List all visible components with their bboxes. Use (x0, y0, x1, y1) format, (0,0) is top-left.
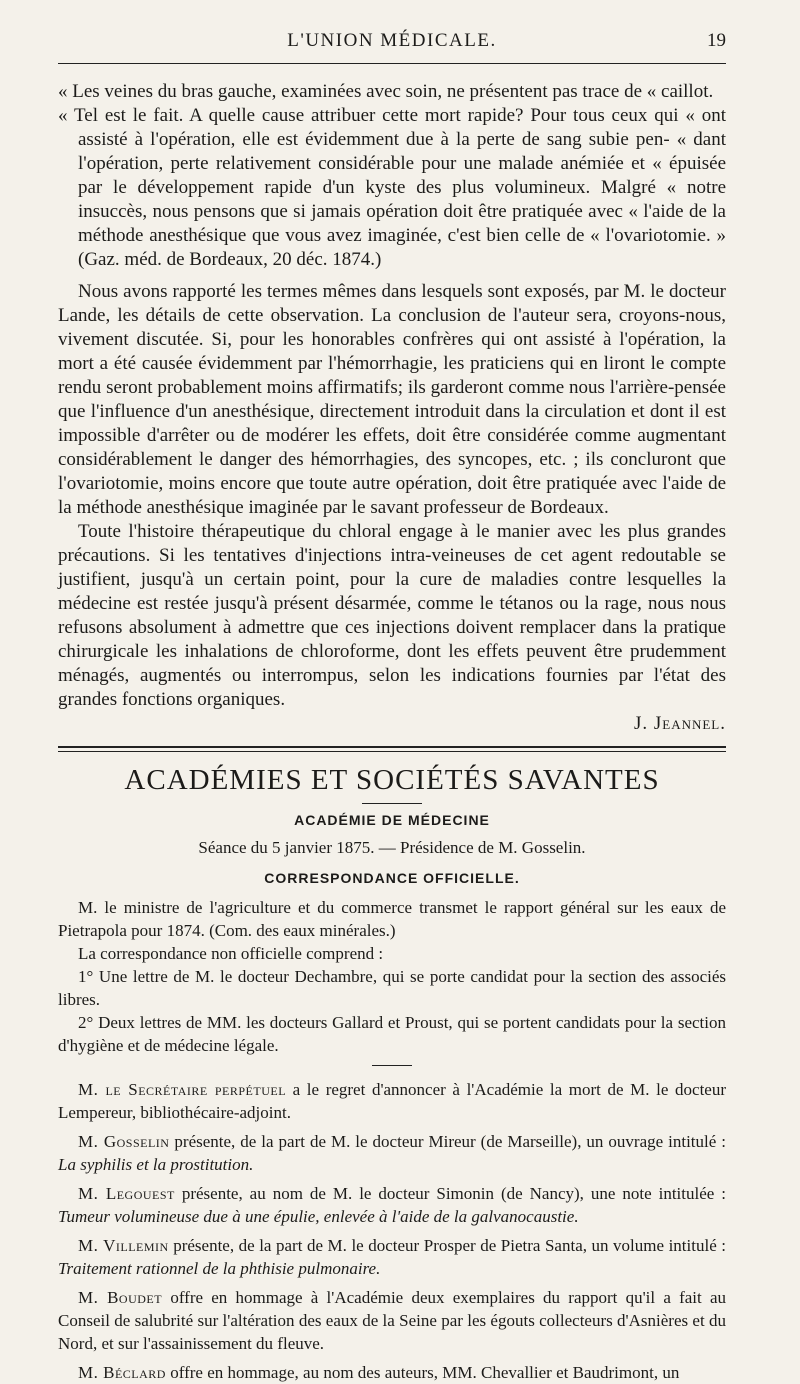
header-rule (58, 63, 726, 64)
body-paragraph-1: Nous avons rapporté les termes mêmes dans lesquels sont exposés, par M. le docteur Lande, les détails de cette observation. La conclusion de l'auteur sera, croyons-nous, vivement discutée. Si, pour les honorables confrères qui ont assisté à l'opération, la mort a été causée évidemment par l'hémorrhagie, les praticiens qui en liront le compte rendu seront probablement moins affirmatifs; ils garderont comme nous l'arrière-pensée que l'influence d'un anesthésique, directement introduit dans la circulation et dont il est impossible d'arrêter ou de modérer les effets, doit être considérée comme augmentant considérablement le danger des hémorrhagies, des syncopes, etc. ; ils concluront que l'ovariotomie, moins encore que toute autre opération, doit être pratiquée avec l'aide de la méthode anesthésique imaginée par le savant professeur de Bordeaux. (58, 281, 726, 518)
page-body (58, 80, 726, 1384)
session-line: Séance du 5 janvier 1875. — Présidence de M. Gosselin. (198, 838, 586, 857)
page-number: 19 (707, 30, 726, 51)
quote-paragraph-1: « Les veines du bras gauche, examinées avec soin, ne présentent pas trace de « caillot. (58, 81, 714, 102)
running-title: L'UNION MÉDICALE. (287, 30, 497, 51)
correspondance-item-4: 2° Deux lettres de MM. les docteurs Gallard et Proust, qui se portent candidats pour la section d'hygiène et de médecine légale. (58, 1013, 726, 1055)
announcement-5: M. Boudet offre en hommage à l'Académie deux exemplaires du rapport qu'il a fait au Conseil de salubrité sur l'altération des eaux de la Seine par les égouts collecteurs d'Asnières et du Nord, et sur l'assainissement du fleuve. (58, 1288, 726, 1353)
correspondance-item-3: 1° Une lettre de M. le docteur Dechambre, qui se porte candidat pour la section des associés libres. (58, 967, 726, 1009)
correspondance-item-1: M. le ministre de l'agriculture et du commerce transmet le rapport général sur les eaux de Pietrapola pour 1874. (Com. des eaux minérales.) (58, 898, 726, 940)
author-signature: J. Jeannel. (633, 713, 726, 734)
academy-heading: ACADÉMIE DE MÉDECINE (294, 812, 490, 828)
item-divider (372, 1065, 412, 1066)
signature-line (58, 712, 726, 736)
section-divider (58, 746, 726, 752)
announcement-3: M. Legouest présente, au nom de M. le docteur Simonin (de Nancy), une note intitulée : Tumeur volumineuse due à une épulie, enlevée à l'aide de la galvanocaustie. (58, 1184, 726, 1226)
section-title: ACADÉMIES ET SOCIÉTÉS SAVANTES (124, 764, 660, 796)
announcement-6: M. Béclard offre en hommage, au nom des auteurs, MM. Chevallier et Baudrimont, un (78, 1363, 680, 1382)
announcement-1: M. le Secrétaire perpétuel a le regret d'annoncer à l'Académie la mort de M. le docteur Lempereur, bibliothécaire-adjoint. (58, 1080, 726, 1122)
announcement-4: M. Villemin présente, de la part de M. le docteur Prosper de Pietra Santa, un volume intitulé : Traitement rationnel de la phthisie pulmonaire. (58, 1236, 726, 1278)
quote-paragraph-2: « Tel est le fait. A quelle cause attribuer cette mort rapide? Pour tous ceux qui « ont assisté à l'opération, elle est évidemment due à la perte de sang subie pen- « dant l'opération, perte relativement considérable pour une malade anémiée et « épuisée par le développement rapide d'un kyste des plus volumineux. Malgré « notre insuccès, nous pensons que si jamais opération doit être pratiquée avec « l'aide de la méthode anesthésique que vous avez imaginée, c'est bien celle de « l'ovariotomie. » (Gaz. méd. de Bordeaux, 20 déc. 1874.) (58, 105, 726, 270)
correspondance-item-2: La correspondance non officielle comprend : (78, 944, 384, 963)
announcement-2: M. Gosselin présente, de la part de M. le docteur Mireur (de Marseille), un ouvrage intitulé : La syphilis et la prostitution. (58, 1132, 726, 1174)
page-header (58, 30, 726, 64)
correspondance-heading: CORRESPONDANCE OFFICIELLE. (264, 870, 520, 886)
title-rule (362, 803, 422, 804)
quoted-observation (58, 80, 726, 272)
body-paragraph-2: Toute l'histoire thérapeutique du chloral engage à le manier avec les plus grandes précautions. Si les tentatives d'injections intra-veineuses de cet agent redoutable se justifient, jusqu'à un certain point, pour la cure de maladies contre lesquelles la médecine est restée jusqu'à présent désarmée, comme le tétanos ou la rage, nous nous refusons absolument à admettre que ces injections doivent remplacer dans la pratique chirurgicale les inhalations de chloroforme, dont les effets peuvent être prudemment ménagés, augmentés ou interrompus, selon les indications fournies par l'état des grandes fonctions organiques. (58, 521, 726, 710)
